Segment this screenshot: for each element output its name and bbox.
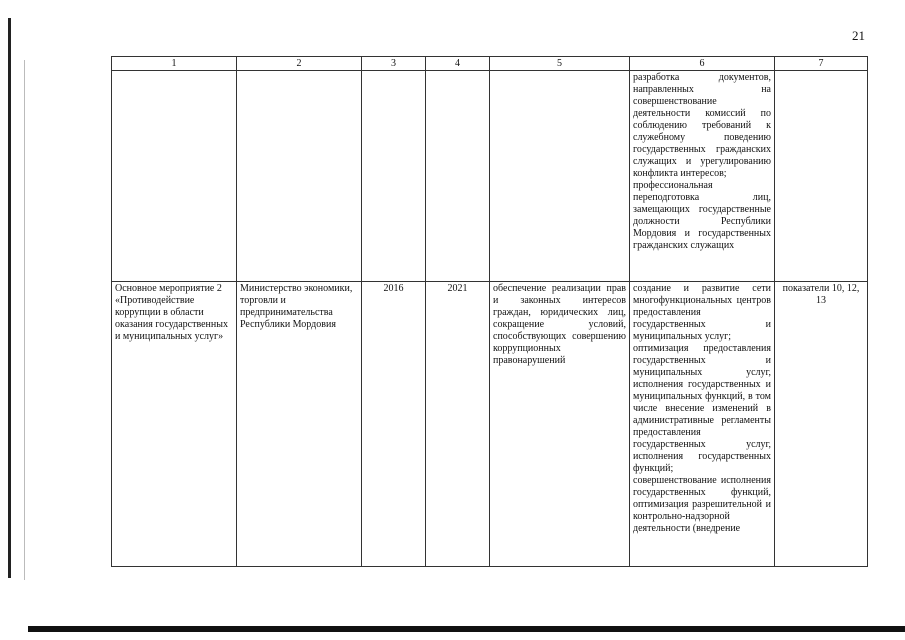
header-cell: 7: [775, 57, 868, 71]
header-cell: 3: [362, 57, 426, 71]
measure-text: совершенствование исполнения государственных функций, оптимизация разрешительной и контрольно-надзорной деятельности (внедрение: [633, 475, 771, 534]
header-cell: 1: [112, 57, 237, 71]
measure-text: создание и развитие сети многофункциональных центров предоставления государственных и муниципальных услуг;: [633, 283, 771, 342]
table-cell: [426, 71, 490, 282]
table-cell: [237, 71, 362, 282]
expected-result-cell: обеспечение реализации прав и законных интересов граждан, юридических лиц, сокращение условий, способствующих совершению коррупционных правонарушений: [490, 282, 630, 567]
indicators-cell: показатели 10, 12, 13: [775, 282, 868, 567]
header-cell: 6: [630, 57, 775, 71]
measure-text: оптимизация предоставления государственных и муниципальных услуг, исполнения государственных и муниципальных функций, в том числе внесение изменений в административные регламенты предоставления государственных услуг, исполнения государственных функций;: [633, 343, 771, 474]
scan-left-edge: [8, 18, 11, 578]
page-number: 21: [852, 28, 865, 43]
scan-left-line: [24, 60, 25, 580]
table-cell: [490, 71, 630, 282]
header-cell: 4: [426, 57, 490, 71]
start-year-cell: 2016: [362, 282, 426, 567]
table-cell-measures: [630, 71, 775, 282]
end-year-cell: 2021: [426, 282, 490, 567]
table-row: [112, 71, 868, 282]
table-cell: [362, 71, 426, 282]
scan-bottom-edge: [28, 626, 905, 632]
header-cell: 2: [237, 57, 362, 71]
table-cell: [775, 71, 868, 282]
table-row: [112, 282, 868, 567]
header-row: [112, 57, 868, 71]
executor-cell: Министерство экономики, торговли и предпринимательства Республики Мордовия: [237, 282, 362, 567]
measure-text: профессиональная переподготовка лиц, замещающих государственные должности Республики Мордовия и государственных гражданских служащих: [633, 180, 771, 251]
measure-text: разработка документов, направленных на совершенствование деятельности комиссий по соблюдению требований к служебному поведению государственных гражданских служащих и урегулированию конфликта интересов;: [633, 72, 771, 179]
activity-name-cell: Основное мероприятие 2 «Противодействие коррупции в области оказания государственных и муниципальных услуг»: [112, 282, 237, 567]
table-cell-measures: [630, 282, 775, 567]
table-cell: [112, 71, 237, 282]
program-activities-table: [111, 56, 868, 567]
header-cell: 5: [490, 57, 630, 71]
